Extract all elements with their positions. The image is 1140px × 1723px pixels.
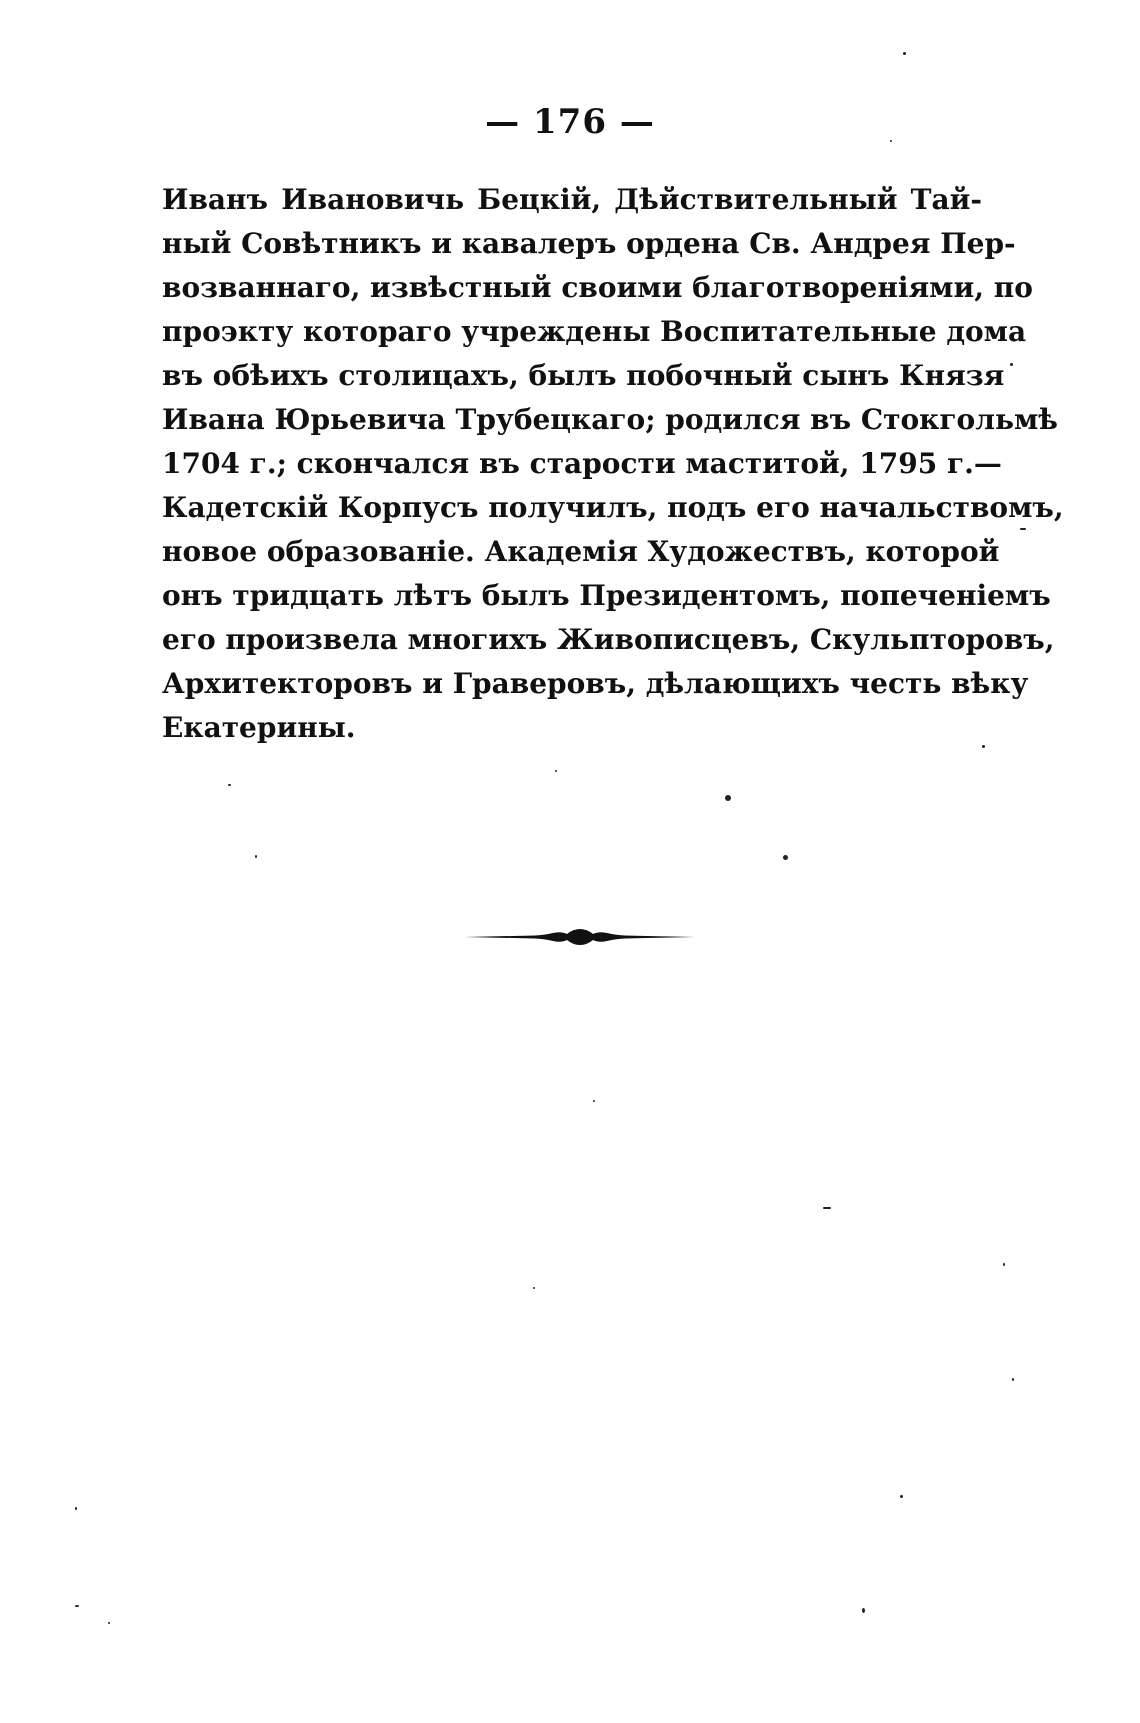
print-speck <box>903 52 906 55</box>
print-speck <box>108 1622 110 1624</box>
text-line: Кадетскій Корпусъ получилъ, подъ его начальствомъ, <box>162 491 1064 524</box>
body-paragraph <box>162 178 1064 750</box>
page-number: — 176 — <box>485 102 655 142</box>
text-line: Архитекторовъ и Граверовъ, дѣлающихъ честь вѣку <box>162 667 1029 700</box>
text-line: онъ тридцать лѣтъ былъ Президентомъ, попеченіемъ <box>162 579 1051 612</box>
decorative-rule-icon <box>465 925 695 949</box>
print-speck <box>1020 528 1026 530</box>
text-line: ный Совѣтникъ и кавалеръ ордена Св. Андрея Пер- <box>162 227 1016 260</box>
print-speck <box>982 745 985 748</box>
print-speck <box>862 1608 865 1613</box>
print-speck <box>555 770 557 772</box>
print-speck <box>823 1207 831 1209</box>
text-line: возваннаго, извѣстный своими благотвореніями, по <box>162 271 1033 304</box>
text-line: проэкту котораго учреждены Воспитательные дома <box>162 315 1027 348</box>
print-speck <box>1003 1263 1005 1266</box>
text-line: 1704 г.; скончался въ старости маститой, 1795 г.— <box>162 447 1002 480</box>
text-line: Иванъ Ивановичь Бецкій, Дѣйствительный Тай- <box>162 183 982 216</box>
print-speck <box>593 1100 595 1102</box>
print-speck <box>900 1495 903 1498</box>
print-speck <box>533 1287 535 1289</box>
text-line: Екатерины. <box>162 711 356 744</box>
text-line: его произвела многихъ Живописцевъ, Скульпторовъ, <box>162 623 1055 656</box>
print-speck <box>1010 363 1013 366</box>
print-speck <box>255 855 257 858</box>
print-speck <box>783 855 788 860</box>
print-speck <box>75 1605 79 1607</box>
print-speck <box>1012 1378 1014 1381</box>
text-line: новое образованіе. Академія Художествъ, которой <box>162 535 1000 568</box>
text-line: въ обѣихъ столицахъ, былъ побочный сынъ Князя <box>162 359 1005 392</box>
print-speck <box>725 795 731 801</box>
print-speck <box>75 1507 77 1510</box>
print-speck <box>228 784 231 786</box>
print-speck <box>890 140 892 142</box>
text-line: Ивана Юрьевича Трубецкаго; родился въ Стокгольмѣ <box>162 403 1058 436</box>
